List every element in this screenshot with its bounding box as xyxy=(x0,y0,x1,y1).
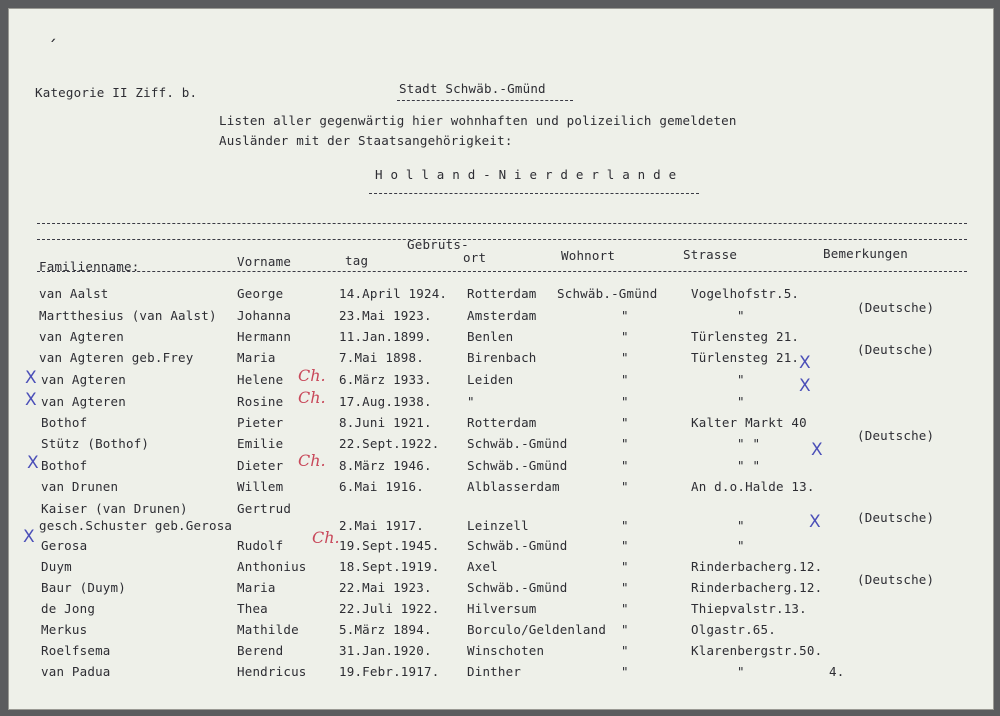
cell-tag: 17.Aug.1938. xyxy=(339,394,432,409)
cell-wohnort: Schwäb.-Gmünd xyxy=(557,286,658,301)
cell-strasse: Thiepvalstr.13. xyxy=(691,601,807,616)
cell-name: Baur (Duym) xyxy=(41,580,126,595)
cell-name: van Agteren xyxy=(39,329,124,344)
cell-ort: Dinther xyxy=(467,664,522,679)
cell-name: Gerosa xyxy=(41,538,88,553)
cell-tag: 31.Jan.1920. xyxy=(339,643,432,658)
cell-wohnort: " xyxy=(621,479,629,494)
cell-name: Duym xyxy=(41,559,72,574)
cell-name: Merkus xyxy=(41,622,88,637)
cell-vorname: Rosine xyxy=(237,394,284,409)
cell-name: van Drunen xyxy=(41,479,119,494)
cell-ort: Borculo/Geldenland xyxy=(467,622,607,637)
cell-ort: Alblasserdam xyxy=(467,479,560,494)
cell-name: Kaiser (van Drunen) xyxy=(41,501,188,516)
cell-wohnort: " xyxy=(621,415,629,430)
cell-ort: Schwäb.-Gmünd xyxy=(467,538,568,553)
handwritten-x-mark: X xyxy=(811,440,823,460)
cell-wohnort: " xyxy=(621,518,629,533)
cell-bem: (Deutsche) xyxy=(857,428,935,443)
kategorie-label: Kategorie II Ziff. b. xyxy=(35,85,198,100)
cell-bem: (Deutsche) xyxy=(857,510,935,525)
cell-vorname: Berend xyxy=(237,643,284,658)
cell-strasse: " " xyxy=(737,436,761,451)
cell-strasse: " xyxy=(737,664,745,679)
city-title: Stadt Schwäb.-Gmünd xyxy=(399,81,546,96)
handwritten-x-mark: X xyxy=(799,376,811,396)
cell-vorname: Willem xyxy=(237,479,284,494)
handwritten-x-mark: X xyxy=(809,512,821,532)
document-page xyxy=(8,8,994,710)
cell-tag: 11.Jan.1899. xyxy=(339,329,432,344)
nationality-title: H o l l a n d - N i e r d e r l a n d e xyxy=(375,167,677,182)
handwritten-ch-mark: Ch. xyxy=(298,451,326,470)
table-top-rule xyxy=(37,223,967,224)
cell-bem: 4. xyxy=(829,664,845,679)
cell-vorname: Maria xyxy=(237,580,276,595)
cell-tag: 19.Febr.1917. xyxy=(339,664,440,679)
col-vorname: Vorname xyxy=(237,254,292,269)
cell-ort: Leinzell xyxy=(467,518,529,533)
cell-wohnort: " xyxy=(621,350,629,365)
cell-vorname: Rudolf xyxy=(237,538,284,553)
cell-wohnort: " xyxy=(621,458,629,473)
cell-strasse: Kalter Markt 40 xyxy=(691,415,807,430)
cell-vorname: Anthonius xyxy=(237,559,307,574)
cell-tag: 6.Mai 1916. xyxy=(339,479,424,494)
cell-ort: Axel xyxy=(467,559,498,574)
cell-vorname: Helene xyxy=(237,372,284,387)
cell-name: Martthesius (van Aalst) xyxy=(39,308,217,323)
cell-ort: Schwäb.-Gmünd xyxy=(467,580,568,595)
cell-name: van Agteren xyxy=(41,394,126,409)
col-gebruts: Gebruts- xyxy=(407,237,469,252)
cell-strasse: Klarenbergstr.50. xyxy=(691,643,823,658)
cell-name: Bothof xyxy=(41,458,88,473)
handwritten-x-mark: X xyxy=(23,527,35,547)
cell-tag: 22.Sept.1922. xyxy=(339,436,440,451)
handwritten-x-mark: X xyxy=(27,453,39,473)
col-strasse: Strasse xyxy=(683,247,738,262)
cell-ort: Hilversum xyxy=(467,601,537,616)
cell-wohnort: " xyxy=(621,329,629,344)
cell-ort: Schwäb.-Gmünd xyxy=(467,436,568,451)
cell-tag: 8.März 1946. xyxy=(339,458,432,473)
city-underline xyxy=(397,100,573,101)
cell-strasse: " xyxy=(737,372,745,387)
handwritten-ch-mark: Ch. xyxy=(312,528,340,547)
handwritten-x-mark: X xyxy=(25,368,37,388)
handwritten-ch-mark: Ch. xyxy=(298,388,326,407)
cell-bem: (Deutsche) xyxy=(857,342,935,357)
cell-name: Stütz (Bothof) xyxy=(41,436,150,451)
cell-strasse: " " xyxy=(737,458,761,473)
handwritten-x-mark: X xyxy=(799,353,811,373)
cell-tag: 5.März 1894. xyxy=(339,622,432,637)
cell-tag: 7.Mai 1898. xyxy=(339,350,424,365)
intro-line-1: Listen aller gegenwärtig hier wohnhaften und polizeilich gemeldeten xyxy=(219,113,737,128)
cell-vorname: Emilie xyxy=(237,436,284,451)
cell-strasse: Türlensteg 21. xyxy=(691,350,800,365)
cell-name: gesch.Schuster geb.Gerosa xyxy=(39,518,233,533)
cell-tag: 22.Juli 1922. xyxy=(339,601,440,616)
handwritten-x-mark: X xyxy=(25,390,37,410)
cell-ort: " xyxy=(467,394,475,409)
cell-vorname: Hermann xyxy=(237,329,292,344)
cell-wohnort: " xyxy=(621,308,629,323)
cell-wohnort: " xyxy=(621,643,629,658)
cell-tag: 23.Mai 1923. xyxy=(339,308,432,323)
cell-wohnort: " xyxy=(621,664,629,679)
cell-strasse: Türlensteg 21. xyxy=(691,329,800,344)
cell-strasse: " xyxy=(737,518,745,533)
handwritten-ch-mark: Ch. xyxy=(298,366,326,385)
cell-strasse: " xyxy=(737,394,745,409)
cell-vorname: Mathilde xyxy=(237,622,299,637)
cell-strasse: An d.o.Halde 13. xyxy=(691,479,815,494)
cell-bem: (Deutsche) xyxy=(857,300,935,315)
cell-ort: Benlen xyxy=(467,329,514,344)
cell-vorname: Gertrud xyxy=(237,501,292,516)
corner-mark: ´ xyxy=(47,37,59,58)
col-wohnort: Wohnort xyxy=(561,248,616,263)
cell-wohnort: " xyxy=(621,559,629,574)
cell-name: van Padua xyxy=(41,664,111,679)
cell-ort: Rotterdam xyxy=(467,286,537,301)
cell-wohnort: " xyxy=(621,372,629,387)
cell-vorname: Johanna xyxy=(237,308,292,323)
cell-vorname: Dieter xyxy=(237,458,284,473)
cell-tag: 2.Mai 1917. xyxy=(339,518,424,533)
cell-ort: Rotterdam xyxy=(467,415,537,430)
col-bemerkungen: Bemerkungen xyxy=(823,246,908,261)
cell-ort: Winschoten xyxy=(467,643,545,658)
cell-vorname: Maria xyxy=(237,350,276,365)
cell-strasse: " xyxy=(737,538,745,553)
cell-bem: (Deutsche) xyxy=(857,572,935,587)
intro-line-2: Ausländer mit der Staatsangehörigkeit: xyxy=(219,133,513,148)
cell-wohnort: " xyxy=(621,580,629,595)
cell-strasse: Olgastr.65. xyxy=(691,622,776,637)
cell-tag: 22.Mai 1923. xyxy=(339,580,432,595)
cell-wohnort: " xyxy=(621,538,629,553)
col-tag: tag xyxy=(345,253,369,268)
cell-tag: 8.Juni 1921. xyxy=(339,415,432,430)
cell-strasse: Rinderbacherg.12. xyxy=(691,559,823,574)
cell-tag: 6.März 1933. xyxy=(339,372,432,387)
nationality-underline xyxy=(369,193,699,194)
cell-wohnort: " xyxy=(621,601,629,616)
cell-vorname: Hendricus xyxy=(237,664,307,679)
col-ort: ort xyxy=(463,250,487,265)
table-header-bottom-rule xyxy=(37,271,967,272)
cell-vorname: Pieter xyxy=(237,415,284,430)
cell-name: Bothof xyxy=(41,415,88,430)
cell-strasse: " xyxy=(737,308,745,323)
cell-ort: Amsterdam xyxy=(467,308,537,323)
cell-ort: Schwäb.-Gmünd xyxy=(467,458,568,473)
cell-name: de Jong xyxy=(41,601,96,616)
cell-tag: 19.Sept.1945. xyxy=(339,538,440,553)
cell-name: van Agteren geb.Frey xyxy=(39,350,194,365)
table-header-top-rule xyxy=(37,239,967,240)
cell-wohnort: " xyxy=(621,622,629,637)
cell-vorname: Thea xyxy=(237,601,268,616)
cell-name: van Aalst xyxy=(39,286,109,301)
cell-strasse: Vogelhofstr.5. xyxy=(691,286,800,301)
cell-tag: 14.April 1924. xyxy=(339,286,448,301)
col-familienname: Familienname: xyxy=(39,259,140,274)
cell-name: van Agteren xyxy=(41,372,126,387)
cell-name: Roelfsema xyxy=(41,643,111,658)
cell-vorname: George xyxy=(237,286,284,301)
cell-wohnort: " xyxy=(621,436,629,451)
cell-tag: 18.Sept.1919. xyxy=(339,559,440,574)
cell-ort: Birenbach xyxy=(467,350,537,365)
cell-ort: Leiden xyxy=(467,372,514,387)
cell-strasse: Rinderbacherg.12. xyxy=(691,580,823,595)
cell-wohnort: " xyxy=(621,394,629,409)
